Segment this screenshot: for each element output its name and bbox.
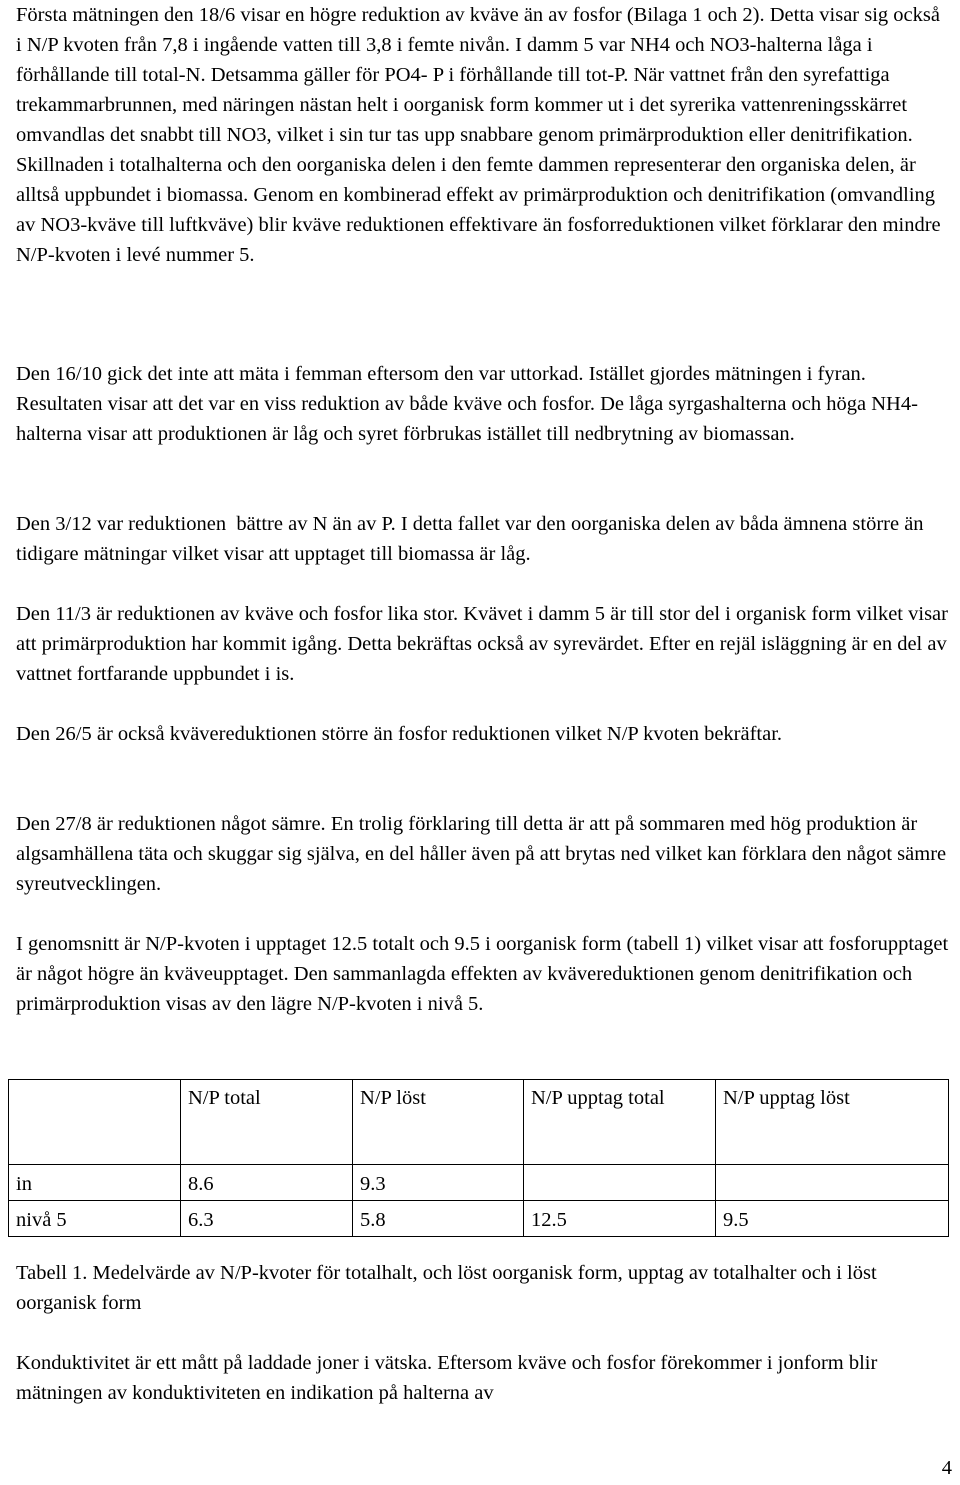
sentence: När vattnet från den syrefattiga trekammarbrunnen, med näringen nästan helt i oorganisk form kommer ut i det syrerika vattenreningsskärret omvandlas det snabbt till NO3, vilket i sin tur tas upp snabbare genom primärproduktion eller denitrifikation. [16,64,913,146]
sentence: Skillnaden i totalhalterna och den oorganiska delen i den femte dammen representerar den organiska delen, är alltså uppbundet i biomassa. [16,154,916,206]
sentence: De låga syrgashalterna och höga NH4-halterna visar att produktionen är låg och syret förbrukas istället till nedbrytning av biomassan. [16,393,918,445]
sentence: Den 27/8 är reduktionen något sämre. [16,813,326,835]
table-cell: 8.6 [181,1165,353,1201]
sentence: I detta fallet var den oorganiska delen av båda ämnena större än tidigare mätningar vilket visar att upptaget till biomassa är låg. [16,513,924,565]
table-cell [716,1165,949,1201]
sentence: I damm 5 var NH4 och NO3-halterna låga i förhållande till total-N. [16,34,873,86]
sentence: Detsamma gäller för PO4- P i förhållande till tot-P. [210,64,629,86]
table-cell: in [9,1165,181,1201]
sentence: Den 16/10 gick det inte att mäta i femman eftersom den var uttorkad. [16,363,584,385]
table-cell: nivå 5 [9,1201,181,1237]
sentence: Resultaten visar att det var en viss reduktion av både kväve och fosfor. [16,393,595,415]
paragraph-measurement-16-10 [16,359,950,449]
paragraph-measurement-18-6 [16,0,950,270]
sentence: Den sammanlagda effekten av kvävereduktionen genom denitrifikation och primärproduktion visas av den lägre N/P-kvoten i nivå 5. [16,963,913,1015]
sentence: Den 3/12 var reduktionen bättre av N än av P. [16,513,396,535]
table-header-cell: N/P total [181,1080,353,1165]
table-row [9,1165,949,1201]
table-header-row [9,1080,949,1165]
table-cell [524,1165,716,1201]
table-header-cell: N/P löst [353,1080,524,1165]
table-caption: Tabell 1. Medelvärde av N/P-kvoter för totalhalt, och löst oorganisk form, upptag av totalhalter och i löst oorganisk form [16,1262,877,1314]
sentence: Den 26/5 är också kvävereduktionen större än fosfor reduktionen vilket N/P kvoten bekräftar. [16,723,783,745]
paragraph-measurement-3-12 [16,509,950,569]
table-cell: 6.3 [181,1201,353,1237]
paragraph-measurement-27-8 [16,809,950,899]
np-ratio-table [8,1079,949,1237]
table-cell: 12.5 [524,1201,716,1237]
sentence: Första mätningen den 18/6 visar en högre reduktion av kväve än av fosfor (Bilaga 1 och 2). [16,4,765,26]
sentence: Detta visar sig också i N/P kvoten från 7,8 i ingående vatten till 3,8 i femte nivån. [16,4,940,56]
page-number: 4 [941,1457,952,1479]
table-cell: 9.3 [353,1165,524,1201]
paragraph-conductivity: Konduktivitet är ett mått på laddade joner i vätska. Eftersom kväve och fosfor förekommer i jonform blir mätningen av konduktiviteten en indikation på halterna av [16,1352,878,1404]
sentence: I genomsnitt är N/P-kvoten i upptaget 12.5 totalt och 9.5 i oorganisk form (tabell 1) vilket visar att fosforupptaget är något högre än kväveupptaget. [16,933,949,985]
sentence: Den 11/3 är reduktionen av kväve och fosfor lika stor. [16,603,459,625]
sentence: En trolig förklaring till detta är att på sommaren med hög produktion är algsamhällena täta och skuggar sig själva, en del håller även på att brytas ned vilket kan förklara den något sämre syreutvecklingen. [16,813,947,895]
table-header-cell: N/P upptag löst [716,1080,949,1165]
sentence: Genom en kombinerad effekt av primärproduktion och denitrifikation (omvandling av NO3-kväve till luftkväve) blir kväve reduktionen effektivare än fosforreduktionen vilket förklarar den mindre N/P-kvoten i levé nummer 5. [16,184,941,266]
table-header-cell [9,1080,181,1165]
sentence: Kvävet i damm 5 är till stor del i organisk form vilket visar att primärproduktion har kommit igång. [16,603,948,655]
paragraph-average-np-ratio [16,929,950,1019]
table-cell: 5.8 [353,1201,524,1237]
table-row [9,1201,949,1237]
paragraph-measurement-11-3 [16,599,950,689]
sentence: Istället gjordes mätningen i fyran. [588,363,866,385]
table-header-cell: N/P upptag total [524,1080,716,1165]
sentence: Detta bekräftas också av syrevärdet. [347,633,644,655]
sentence: Efter en rejäl isläggning är en del av vattnet fortfarande uppbundet i is. [16,633,947,685]
paragraph-measurement-26-5 [16,719,950,749]
table-cell: 9.5 [716,1201,949,1237]
